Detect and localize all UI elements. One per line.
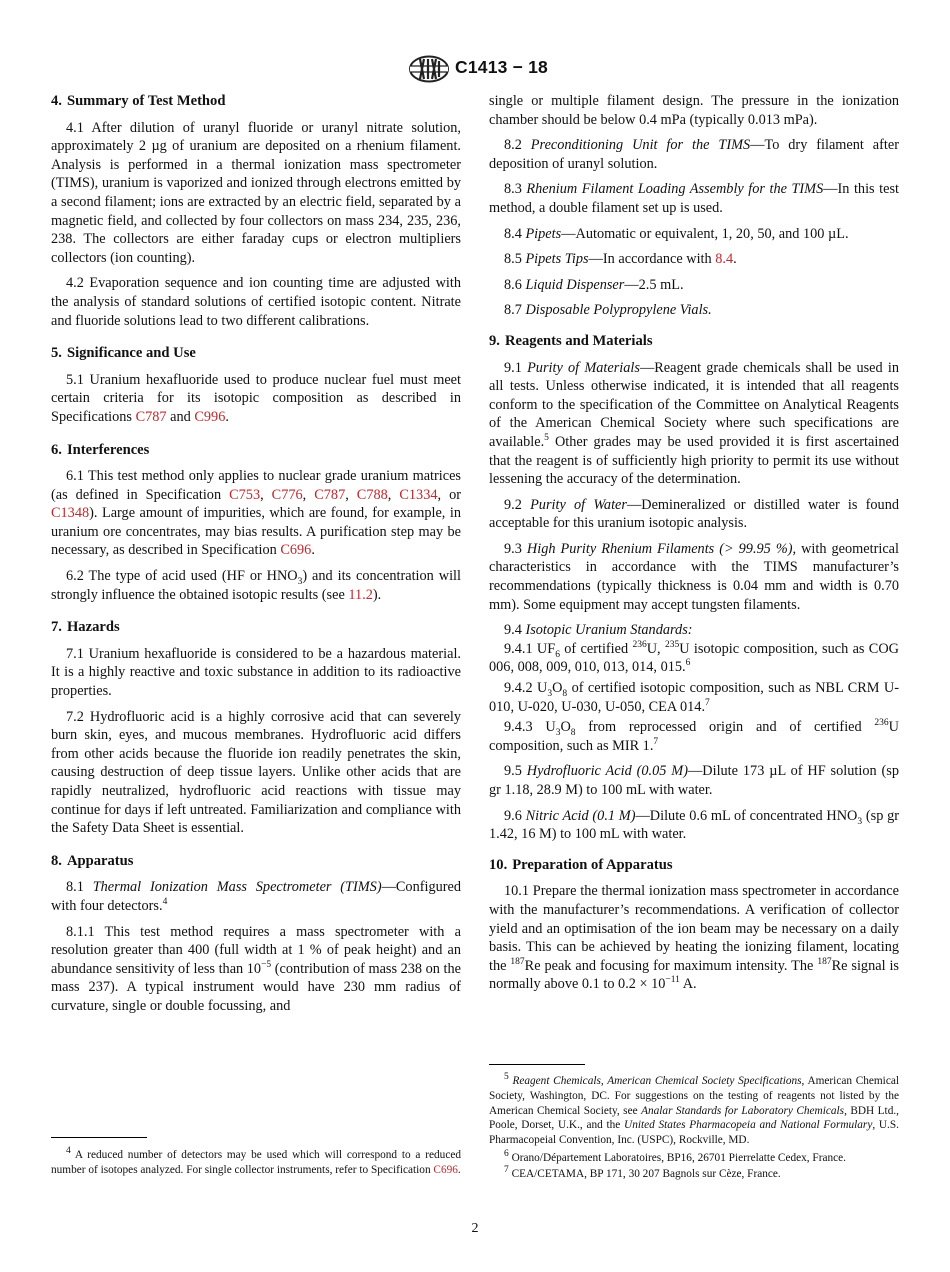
ref-link[interactable]: C696	[280, 542, 312, 559]
paragraph: 8.1.1 This test method requires a mass spectrometer with a resolution greater than 400 (full width at 1 % of peak height) and an abundance sensitivity of less than $10^{-5}$ (contribution of mass 238 on the mass 237). A typical instrument would have 230 mm radius of curvature, single or double focussing, and	[51, 923, 461, 1014]
astm-logo-icon	[408, 55, 450, 83]
paragraph: 7.2 Hydrofluoric acid is a highly corrosive acid that can severely burn skin, eyes, and mucous membranes. Hydrofluoric acid differs from other acids because the fluoride ion readily penetrates the skin, causing destruction of deep tissue layers. Unlike other acids that are rapidly neutralized, hydrofluoric acid reactions with tissue may continue for days if left untreated. Familiarization and compliance with the Safety Data Sheet is essential.	[51, 708, 461, 837]
section-heading: 7. Hazards	[51, 619, 120, 636]
page-number: 2	[471, 1221, 479, 1236]
paragraph: 9.3 High Purity Rhenium Filaments (> 99.95 %), with geometrical characteristics in accordance with the TIMS manufacturer’s recommendations (typically thickness is 0.04 mm and width is 0.70 mm). Some equipment may accept tungsten filaments.	[489, 540, 900, 613]
paragraph: 9.4.1 $UF_6$ of certified $^{236}$U, $^{235}$U isotopic composition, such as COG 006, 008, 009, 010, 013, 014, 015.$^6$	[489, 640, 899, 676]
paragraph: 8.5 Pipets Tips—In accordance with 8.4.	[504, 251, 737, 268]
section-heading: 10. Preparation of Apparatus	[489, 856, 673, 873]
footnote-rule	[51, 1137, 147, 1138]
section-heading: 5. Significance and Use	[51, 345, 196, 362]
ref-link[interactable]: 8.4	[715, 251, 734, 268]
ref-link[interactable]: C996	[194, 408, 226, 425]
paragraph: 8.6 Liquid Dispenser—2.5 mL.	[504, 276, 684, 293]
ref-link[interactable]: C696	[433, 1163, 458, 1176]
paragraph: 4.1 After dilution of uranyl fluoride or uranyl nitrate solution, approximately 2 µg of uranium are deposited on a rhenium filament. Analysis is performed in a thermal ionization mass spectrometer (TIMS), uranium is vaporized and ionized through electrons emitted by a second filament; ions are extracted by an electric field, separated by a magnetic field, and collected by four collectors on mass 234, 235, 236, 238. The collectors are either faraday cups or electron multipliers collectors (ion counting).	[51, 119, 461, 266]
footnote-6: $^6$ Orano/Département Laboratoires, BP16, 26701 Pierrelatte Cedex, France.	[504, 1149, 846, 1164]
paragraph: 9.4.2 $U_3O_8$ of certified isotopic composition, such as NBL CRM U-010, U-020, U-030, U-050, CEA 014.$^7$	[489, 680, 899, 715]
paragraph: 8.3 Rhenium Filament Loading Assembly for the TIMS—In this test method, a double filament set up is used.	[489, 181, 899, 216]
paragraph: 9.4.3 $U_3O_8$ from reprocessed origin and of certified $^{236}$U composition, such as MIR 1.$^7$	[489, 718, 899, 754]
ref-link[interactable]: C787	[135, 408, 167, 425]
paragraph: 8.2 Preconditioning Unit for the TIMS—To dry filament after deposition of uranyl solution.	[489, 137, 899, 172]
paragraph: 9.1 Purity of Materials—Reagent grade chemicals shall be used in all tests. Unless otherwise indicated, it is intended that all reagents conform to the specification of the Committee on Analytical Reagents of the American Chemical Society where such specifications are available.$^5$ Other grades may be used provided it is first ascertained that the reagent is of sufficiently high priority to permit its use without lessening the accuracy of the determination.	[489, 359, 899, 488]
paragraph: 6.2 The type of acid used (HF or $HNO_3$) and its concentration will strongly influence the obtained isotopic results (see 11.2).	[51, 568, 461, 603]
footnote-ref: 4	[162, 897, 168, 908]
ref-link[interactable]: C1334	[399, 486, 438, 503]
section-heading: 9. Reagents and Materials	[489, 332, 653, 349]
paragraph: 10.1 Prepare the thermal ionization mass spectrometer in accordance with the manufacturer’s recommendations. A verification of collector yield and an optimisation of the ion beam may be necessary on a daily basis. This can be achieved by heating the ionizing filament, locating the $^{187}$Re peak and focusing for maximum intensity. The $^{187}$Re signal is normally above 0.1 to $0.2 \times 10^{-11}$ A.	[489, 883, 899, 993]
paragraph: single or multiple filament design. The pressure in the ionization chamber should be below 0.4 mPa (typically 0.013 mPa).	[489, 93, 899, 128]
footnote-7: $^7$ CEA/CETAMA, BP 171, 30 207 Bagnols sur Cèze, France.	[504, 1165, 781, 1180]
page-header	[0, 55, 950, 85]
section-heading: 4. Summary of Test Method	[51, 93, 226, 109]
paragraph: 8.4 Pipets—Automatic or equivalent, 1, 20, 50, and 100 µL.	[504, 225, 849, 242]
paragraph: 5.1 Uranium hexafluoride used to produce nuclear fuel must meet certain criteria for its isotopic composition as described in Specifications C787 and C996.	[51, 371, 461, 425]
paragraph: 9.5 Hydrofluoric Acid (0.05 M)—Dilute 173 µL of HF solution (sp gr 1.18, 28.9 M) to 100 mL with water.	[489, 763, 899, 798]
ref-link[interactable]: C776	[271, 486, 303, 503]
right-column	[489, 92, 899, 1001]
section-heading: 8. Apparatus	[51, 852, 134, 869]
paragraph: 7.1 Uranium hexafluoride is considered to be a hazardous material. It is a highly reactive and toxic substance in addition to its radioactive properties.	[51, 645, 461, 700]
ref-link[interactable]: C1348	[51, 505, 90, 522]
paragraph: 9.6 Nitric Acid (0.1 M)—Dilute 0.6 mL of concentrated $HNO_3$ (sp gr 1.42, 16 M) to 100 mL with water.	[489, 807, 900, 843]
paragraph: 9.4 Isotopic Uranium Standards:	[504, 622, 693, 639]
paragraph: 8.1 Thermal Ionization Mass Spectrometer (TIMS)—Configured with four detectors.$^4$	[51, 879, 462, 914]
paragraph: 6.1 This test method only applies to nuclear grade uranium matrices (as defined in Specification C753, C776, C787, C788, C1334, or C1348). Large amount of impurities, which are found, for example, in uranium ore concentrates, may bias results. A purification step may be necessary, as described in Specification C696.	[51, 468, 461, 559]
ref-link[interactable]: 11.2	[348, 586, 373, 603]
ref-link[interactable]: C787	[314, 486, 346, 503]
left-column	[51, 92, 461, 1023]
footnote-4: $^4$ A reduced number of detectors may be used which will correspond to a reduced number of isotopes analyzed. For single collector instruments, refer to Specification C696.	[51, 1146, 461, 1176]
paragraph: 9.2 Purity of Water—Demineralized or distilled water is found acceptable for this uranium isotopic analysis.	[489, 496, 899, 532]
footnote-rule	[489, 1064, 585, 1065]
ref-link[interactable]: C788	[356, 486, 388, 503]
designation: C1413 − 18	[455, 57, 548, 77]
ref-link[interactable]: C753	[229, 486, 261, 503]
footnote-5: $^5$ Reagent Chemicals, American Chemical Society Specifications, American Chemical Society, Washington, DC. For suggestions on the testing of reagents not listed by the American Chemical Society, see Analar Standards for Laboratory Chemicals, BDH Ltd., Poole, Dorset, U.K., and the United States Pharmacopeia and National Formulary, U.S. Pharmacopeial Convention, Inc. (USPC), Rockville, MD.	[489, 1072, 899, 1147]
section-heading: 6. Interferences	[51, 441, 150, 458]
paragraph: 4.2 Evaporation sequence and ion counting time are adjusted with the analysis of standard solutions of certified isotopic content. Nitrate and fluoride solutions lead to two different calibrations.	[51, 275, 461, 329]
paragraph: 8.7 Disposable Polypropylene Vials.	[504, 302, 712, 319]
footnotes-right	[489, 1074, 899, 1182]
